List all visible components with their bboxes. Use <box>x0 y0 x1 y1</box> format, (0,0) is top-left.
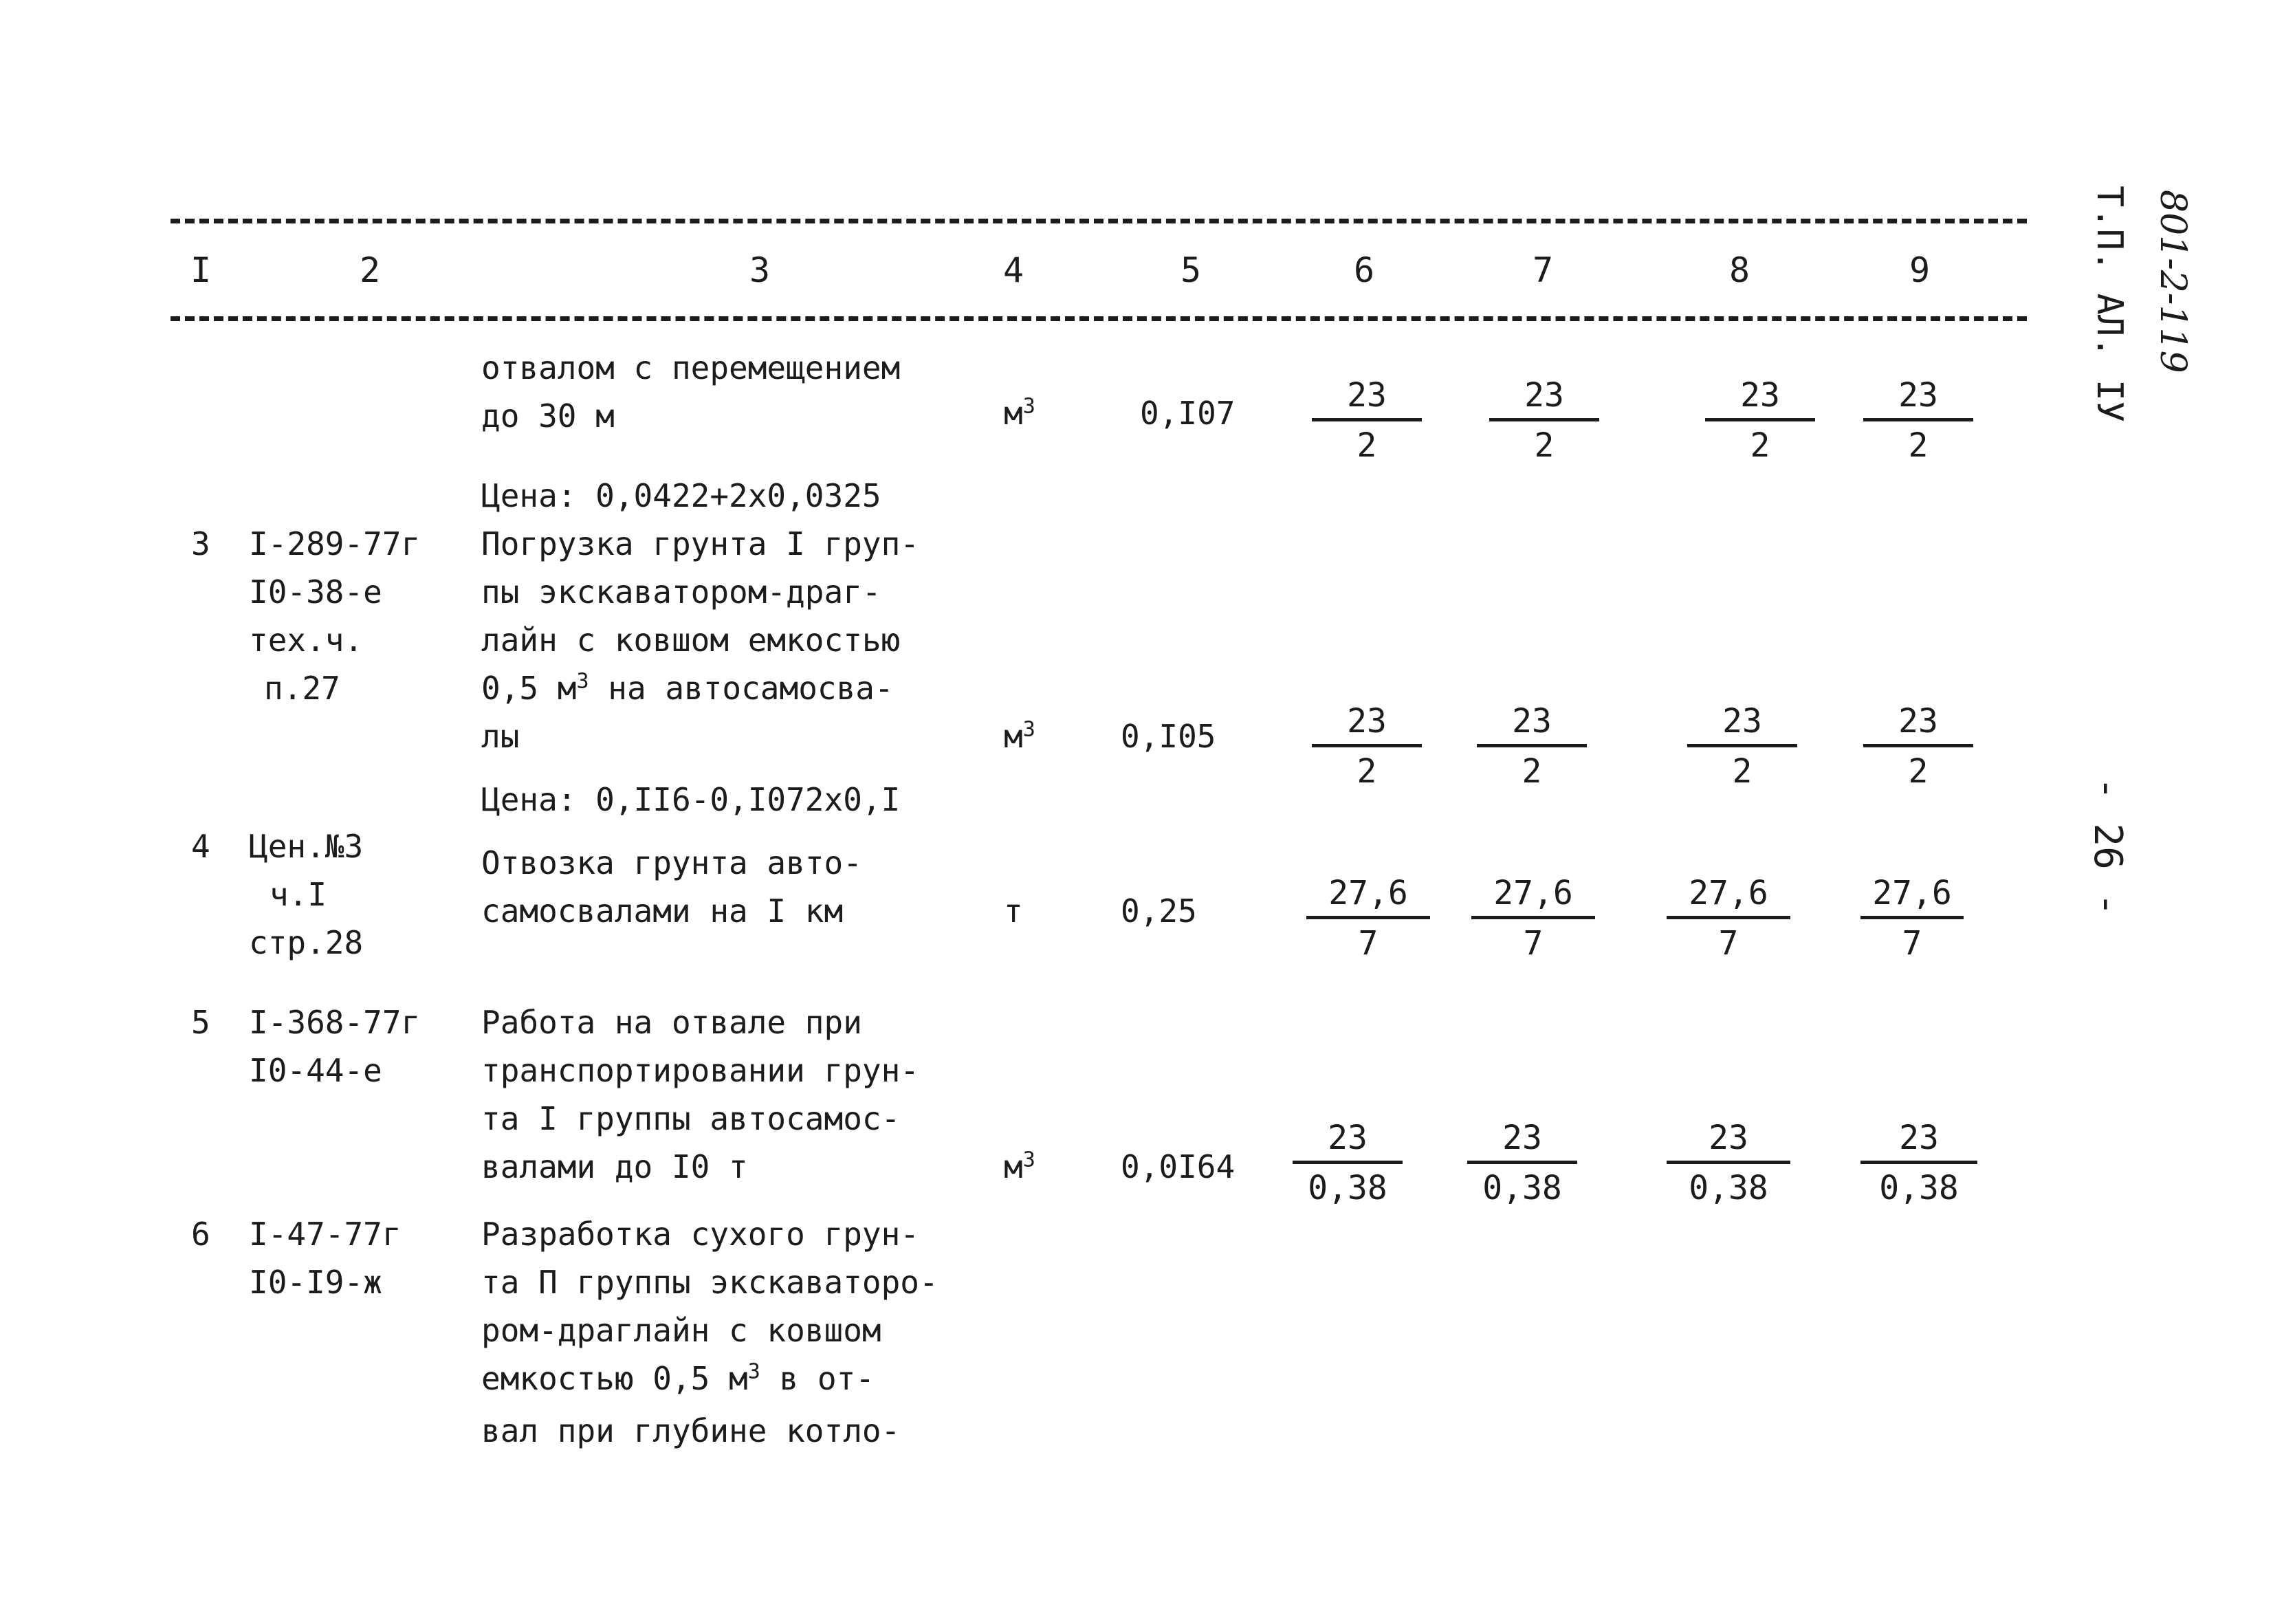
row-3-code-line-3: тех.ч. <box>249 622 364 659</box>
row-3-code-line-2: I0-38-е <box>249 573 382 611</box>
column-header-4: 4 <box>1002 250 1024 290</box>
row-0-frac-col8: $\frac{23}{2}$ <box>1705 375 1815 465</box>
row-4-code-line-3: стр.28 <box>249 924 364 961</box>
row-4-code-line-2: ч.I <box>270 876 327 913</box>
column-header-3: 3 <box>749 250 771 290</box>
row-5-number: 5 <box>191 1004 210 1041</box>
doc-number-vertical: 801-2-119 <box>2152 190 2193 373</box>
row-3-desc-line-1: Погрузка грунта I груп- <box>481 525 919 562</box>
column-header-2: 2 <box>359 250 381 290</box>
row-3-price: Цена: 0,II6-0,I072х0,I <box>481 781 901 818</box>
row-5-frac-col6: $\frac{23}{0,38}$ <box>1293 1118 1403 1208</box>
row-3-unit: $м^3$ <box>1004 717 1035 755</box>
row-5-quantity: 0,0I64 <box>1121 1148 1236 1185</box>
row-6-codes <box>249 1210 402 1306</box>
row-3-desc-line-4: 0,5 $м^3$ на автосамосва- <box>481 669 894 707</box>
column-header-8: 8 <box>1728 250 1750 290</box>
row-0-unit: $м^3$ <box>1004 394 1035 432</box>
row-0-description <box>481 344 990 440</box>
row-3-frac-col8: $\frac{23}{2}$ <box>1687 701 1797 791</box>
row-0-quantity: 0,I07 <box>1140 395 1236 432</box>
row-4-codes <box>249 822 363 967</box>
row-4-desc-line-2: самосвалами на I км <box>481 892 844 930</box>
row-4-description <box>481 839 990 935</box>
row-6-code-line-1: I-47-77г <box>249 1216 402 1253</box>
row-0-desc-line-2: до 30 м <box>481 397 615 435</box>
row-0-desc-line-1: отвалом с перемещением <box>481 349 901 386</box>
row-3-description <box>481 520 990 760</box>
row-6-desc-line-1: Разработка сухого грун- <box>481 1216 919 1253</box>
row-5-desc-line-3: та I группы автосамос- <box>481 1100 901 1137</box>
row-5-frac-col9: $\frac{23}{0,38}$ <box>1860 1118 1977 1208</box>
row-4-frac-col8: $\frac{27,6}{7}$ <box>1667 873 1790 963</box>
row-4-unit: т <box>1004 892 1023 930</box>
column-header-9: 9 <box>1909 250 1931 290</box>
row-0-frac-col7: $\frac{23}{2}$ <box>1489 375 1599 465</box>
row-5-codes <box>249 998 420 1095</box>
row-4-desc-line-1: Отвозка грунта авто- <box>481 844 862 881</box>
row-5-desc-line-2: транспортировании грун- <box>481 1052 919 1089</box>
row-6-number: 6 <box>191 1216 210 1253</box>
row-3-frac-col6: $\frac{23}{2}$ <box>1312 701 1422 791</box>
header-top-rule <box>171 219 2027 223</box>
row-3-frac-col7: $\frac{23}{2}$ <box>1477 701 1587 791</box>
row-6-desc-line-2: та П группы экскаваторо- <box>481 1264 938 1301</box>
row-3-desc-line-5: лы <box>481 718 520 755</box>
row-6-code-line-2: I0-I9-ж <box>249 1264 382 1301</box>
row-0-frac-col6: $\frac{23}{2}$ <box>1312 375 1422 465</box>
row-0-price: Цена: 0,0422+2х0,0325 <box>481 477 881 514</box>
row-3-quantity: 0,I05 <box>1121 718 1216 755</box>
row-6-description <box>481 1210 990 1455</box>
row-5-desc-line-4: валами до I0 т <box>481 1148 748 1185</box>
page-number-vertical: - 26 - <box>2085 777 2130 917</box>
row-0-frac-col9: $\frac{23}{2}$ <box>1863 375 1973 465</box>
header-bottom-rule <box>171 316 2027 321</box>
row-3-code-line-4: п.27 <box>264 670 340 707</box>
column-header-7: 7 <box>1532 250 1554 290</box>
row-5-description <box>481 998 990 1191</box>
doc-code-vertical: Т.П. АЛ. IУ <box>2089 186 2130 423</box>
row-6-desc-line-3: ром-драглайн с ковшом <box>481 1312 881 1349</box>
column-header-6: 6 <box>1353 250 1375 290</box>
row-5-desc-line-1: Работа на отвале при <box>481 1004 862 1041</box>
column-header-1: I <box>190 250 212 290</box>
row-6-desc-line-4: емкостью 0,5 $м^3$ в от- <box>481 1359 875 1397</box>
row-4-frac-col7: $\frac{27,6}{7}$ <box>1471 873 1595 963</box>
row-3-desc-line-2: пы экскаватором-драг- <box>481 573 881 611</box>
row-5-code-line-1: I-368-77г <box>249 1004 421 1041</box>
row-5-unit: $м^3$ <box>1004 1148 1035 1185</box>
row-4-code-line-1: Цен.№3 <box>249 828 364 865</box>
row-4-frac-col9: $\frac{27,6}{7}$ <box>1860 873 1964 963</box>
row-5-frac-col7: $\frac{23}{0,38}$ <box>1467 1118 1577 1208</box>
row-6-desc-line-5: вал при глубине котло- <box>481 1412 901 1449</box>
row-4-quantity: 0,25 <box>1121 892 1197 930</box>
row-3-number: 3 <box>191 525 210 562</box>
row-4-frac-col6: $\frac{27,6}{7}$ <box>1306 873 1430 963</box>
row-3-desc-line-3: лайн с ковшом емкостью <box>481 622 901 659</box>
row-3-codes <box>249 520 420 712</box>
row-3-code-line-1: I-289-77г <box>249 525 421 562</box>
row-5-code-line-2: I0-44-е <box>249 1052 382 1089</box>
row-4-number: 4 <box>191 828 210 865</box>
row-3-frac-col9: $\frac{23}{2}$ <box>1863 701 1973 791</box>
row-5-frac-col8: $\frac{23}{0,38}$ <box>1667 1118 1790 1208</box>
column-header-5: 5 <box>1180 250 1202 290</box>
